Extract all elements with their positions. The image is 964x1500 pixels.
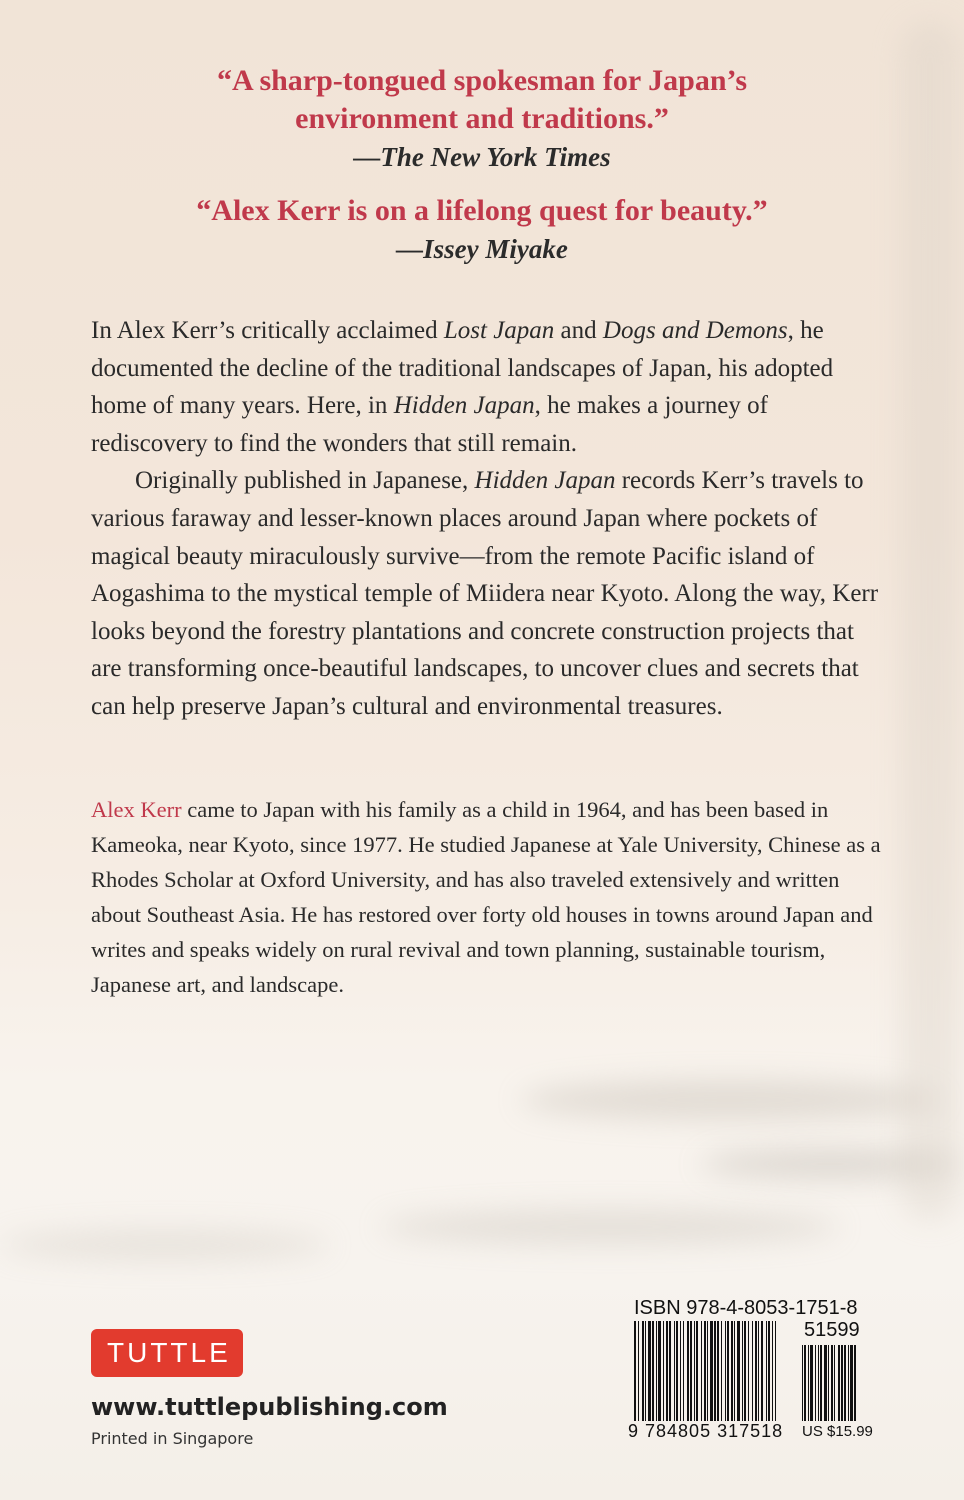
price-addon-number: 51599 xyxy=(804,1319,860,1341)
text-run: In Alex Kerr’s critically acclaimed xyxy=(91,317,444,344)
barcode-bar xyxy=(648,1321,651,1421)
addon-barcode-bars xyxy=(802,1345,878,1421)
ean-number: 9 784805 317518 xyxy=(628,1421,784,1441)
barcode-bar xyxy=(810,1345,813,1421)
barcode-bar xyxy=(704,1321,706,1421)
book-description xyxy=(91,312,881,726)
publisher-info xyxy=(91,1329,448,1448)
barcode-bar xyxy=(744,1321,746,1421)
review-quotes xyxy=(0,62,964,268)
author-bio-text: came to Japan with his family as a child in 1964, and has been based in Kameoka, near Kyoto, since 1977. He studied Japanese at Yale University, Chinese as a Rhodes Scholar at Oxford University, and has also traveled extensively and written about Southeast Asia. He has restored over forty old houses in towns around Japan and writes and speaks widely on rural revival and town planning, sustainable tourism, Japanese art, and landscape. xyxy=(91,797,881,997)
barcode-bar xyxy=(761,1321,763,1421)
ink-wash-decoration xyxy=(520,1080,940,1120)
barcode-bar xyxy=(721,1321,722,1421)
barcode-bar xyxy=(687,1321,689,1421)
barcode-bar xyxy=(824,1345,827,1421)
ink-wash-decoration xyxy=(380,1210,840,1244)
author-name: Alex Kerr xyxy=(91,797,182,822)
barcode-bar xyxy=(850,1345,853,1421)
quote-attribution: —The New York Times xyxy=(353,142,611,172)
barcode-bar xyxy=(725,1321,726,1421)
barcode-bar xyxy=(737,1321,740,1421)
barcode-bar xyxy=(848,1345,849,1421)
barcode-bars xyxy=(634,1321,800,1421)
barcode-bar xyxy=(727,1321,729,1421)
text-run: and xyxy=(554,317,603,344)
text-run: , he documented the decline of the traditional landscapes of Japan, his adopted home of many years. Here, in xyxy=(91,317,834,420)
quote-line: “Alex Kerr is on a lifelong quest for beauty.” xyxy=(196,194,768,227)
quote-line: “A sharp-tongued spokesman for Japan’s xyxy=(216,64,748,97)
barcode-bar xyxy=(710,1321,713,1421)
barcode-bar xyxy=(804,1345,806,1421)
description-paragraph xyxy=(91,462,881,725)
barcode-bar xyxy=(844,1345,846,1421)
barcode-bar xyxy=(815,1345,816,1421)
isbn-number: ISBN 978-4-8053-1751-8 xyxy=(634,1297,858,1319)
barcode-bar xyxy=(669,1321,671,1421)
text-run: Originally published in Japanese, xyxy=(135,467,475,495)
barcode-bar xyxy=(755,1321,757,1421)
barcode-bar xyxy=(714,1321,716,1421)
barcode-bar xyxy=(701,1321,702,1421)
book-title-hidden-japan: Hidden Japan xyxy=(474,467,616,495)
barcode-bar xyxy=(731,1321,733,1421)
barcode-bar xyxy=(642,1321,644,1421)
barcode-bar xyxy=(758,1321,759,1421)
barcode-bar xyxy=(768,1321,770,1421)
printed-location: Printed in Singapore xyxy=(91,1429,254,1448)
barcode-bar xyxy=(834,1345,835,1421)
barcode-bar xyxy=(854,1345,856,1421)
barcode-bar xyxy=(841,1345,843,1421)
barcode-bar xyxy=(831,1345,833,1421)
barcode-bar xyxy=(696,1321,698,1421)
barcode-bar xyxy=(638,1321,639,1421)
barcode-bar xyxy=(645,1321,646,1421)
barcode-bar xyxy=(690,1321,692,1421)
barcode-bar xyxy=(652,1321,654,1421)
barcode-bar xyxy=(772,1321,773,1421)
quote-line: environment and traditions.” xyxy=(295,102,669,135)
barcode-bar xyxy=(707,1321,708,1421)
barcode-bar xyxy=(820,1345,822,1421)
barcode-bar xyxy=(802,1345,803,1421)
barcode-bar xyxy=(752,1321,753,1421)
barcode-bar xyxy=(666,1321,668,1421)
barcode-bar xyxy=(663,1321,664,1421)
barcode-bar xyxy=(766,1321,767,1421)
barcode-bar xyxy=(808,1345,809,1421)
isbn-barcode xyxy=(628,1297,884,1447)
barcode-bar xyxy=(818,1345,819,1421)
barcode-bar xyxy=(775,1321,776,1421)
text-run: , he makes a journey of rediscovery to find the wonders that still remain. xyxy=(91,392,768,457)
publisher-website[interactable]: www.tuttlepublishing.com xyxy=(91,1393,448,1421)
quote-nyt xyxy=(0,62,964,176)
barcode-bar xyxy=(680,1321,681,1421)
barcode-bar xyxy=(717,1321,719,1421)
barcode-bar xyxy=(694,1321,695,1421)
quote-attribution: —Issey Miyake xyxy=(396,234,568,264)
barcode-bar xyxy=(676,1321,678,1421)
ink-wash-decoration xyxy=(0,1230,330,1260)
barcode-bar xyxy=(674,1321,675,1421)
price-label: US $15.99 xyxy=(802,1423,873,1440)
barcode-bar xyxy=(748,1321,749,1421)
tuttle-logo: TUTTLE xyxy=(91,1329,243,1377)
quote-miyake xyxy=(0,192,964,268)
book-title-lost-japan: Lost Japan xyxy=(443,317,555,344)
barcode-bar xyxy=(634,1321,636,1421)
barcode-bar xyxy=(683,1321,684,1421)
barcode-bar xyxy=(742,1321,743,1421)
book-title-hidden-japan: Hidden Japan xyxy=(393,392,535,420)
barcode-bar xyxy=(734,1321,735,1421)
text-run: records Kerr’s travels to various faraway and lesser-known places around Japan where pockets of magical beauty miraculously survive—from the remote Pacific island of Aogashima to the mystical temple of Miidera near Kyoto. Along the way, Kerr looks beyond the forestry plantations and concrete construction projects that are transforming once-beautiful landscapes, to uncover clues and secrets that can help preserve Japan’s cultural and environmental treasures. xyxy=(91,467,879,720)
barcode-bar xyxy=(656,1321,657,1421)
barcode-bar xyxy=(658,1321,661,1421)
book-title-dogs-and-demons: Dogs and Demons xyxy=(602,317,788,344)
author-bio xyxy=(91,792,881,1002)
barcode-bar xyxy=(838,1345,840,1421)
description-paragraph xyxy=(91,312,881,462)
barcode-bar xyxy=(828,1345,829,1421)
